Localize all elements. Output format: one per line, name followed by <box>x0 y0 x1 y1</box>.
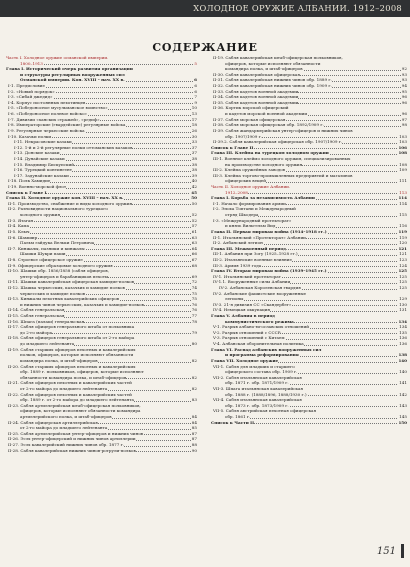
toc-entry-title: III-2. Клейма оружейных заводов <box>213 167 286 173</box>
toc-entry-title: и программа реформирования <box>211 352 299 357</box>
toc-entry-title: артиллерийского полка, и штаб-офицеров <box>6 414 112 419</box>
toc-entry-page: 80 <box>191 341 197 347</box>
toc-entry-title: I-19. Военно-морской флот <box>8 184 67 190</box>
toc-entry-title: I-7. Дивизии «ханских стражей», «редиф» <box>8 116 100 122</box>
toc-entry-page: 9 <box>194 99 197 105</box>
toc-entry-title: II-11. Шашки кавалерийская офицерская хамидие-полков <box>8 279 135 285</box>
toc-entry-page: 125 <box>398 268 407 274</box>
toc-entry-title: II-32. Сабля кавалерийская нижних чинов обр. 1909 г. <box>213 83 332 89</box>
toc-right-column <box>211 55 407 425</box>
toc-entry-page: 120 <box>399 240 407 246</box>
toc-entry-title: I-6. «Победоносное полевое войско» <box>8 111 88 117</box>
toc-entry-page: 84 <box>191 419 197 425</box>
toc-entry-page: 37 <box>191 144 197 150</box>
toc-entry-page: 97 <box>401 116 407 122</box>
toc-entry-title: II-35. Сабля кадетов военной академии <box>213 99 299 105</box>
toc-entry-title: I-9. Регулярные черкесские войска <box>8 127 85 133</box>
toc-entry-title: II-16. Шпага (палаш) генеральская <box>8 318 85 324</box>
toc-entry-page: 6 <box>194 83 197 89</box>
toc-entry-page: 145 <box>399 414 407 419</box>
toc-entry-title: II-23. Сабля артиллерийская штаб-офицерская полковников, <box>8 402 141 408</box>
toc-entry-title: Глава VI. Распад албанских вооруженных сил <box>211 346 322 352</box>
toc-entry-page: 108 <box>399 161 407 167</box>
toc-entry-title: I-11. Некрасовские казаки <box>6 139 72 144</box>
toc-entry-title: III-3. Клейма торгово-промышленных предприятий и магазинов <box>213 172 353 178</box>
toc-entry-title: холодного оружия <box>6 212 60 217</box>
toc-entry-title: II-38. Сабля морская офицерская обр. 1892/1909 г. <box>213 122 324 128</box>
toc-entry-page: 82 <box>191 374 197 380</box>
toc-entry-page: 50 <box>191 195 197 201</box>
toc-entry-page: 95 <box>401 88 407 94</box>
toc-entry-page: 96 <box>401 99 407 105</box>
toc-entry-title: обязанности командира полка, и штаб-офицеров <box>6 375 126 380</box>
toc-entry-page: 76 <box>191 307 197 313</box>
toc-entry-title: II-22. Сабля офицеров пехотных и кавалерийских частей <box>8 391 132 397</box>
toc-entry-title: командира полка, и штаб-офицеров <box>6 358 98 363</box>
toc-entry-page: 92 <box>401 66 407 72</box>
toc-entry-title: Часть II. Холодное оружие Албании. <box>211 184 291 190</box>
toc-entry-page: 140 <box>399 369 407 375</box>
toc-entry-title: VII-5. Сабля австрийская пехотная офицерская <box>213 408 317 414</box>
toc-entry-title: II-34. Сабля кадетов военной академии <box>213 94 299 100</box>
toc-entry-page: 90 <box>191 447 197 453</box>
toc-entry-title: IV-1. Итальянский протекторат <box>213 273 281 279</box>
toc-entry-title: на производстве холодного оружия <box>211 162 302 167</box>
toc-entry-page: 40 <box>191 178 197 184</box>
toc-entry-title: I-17. Задунайские казаки <box>6 173 69 178</box>
toc-entry-title: II-28. Сабля кавалерийская нижних чинов-ротрули-полков <box>8 447 136 453</box>
toc-entry-title: II-39.2. Сабля кавалерийская офицерская обр. 1907/1909 г. <box>213 139 343 145</box>
toc-entry-title: Список к Главе II <box>211 144 254 150</box>
toc-entry-title: I-13. Донские казаки <box>6 150 60 155</box>
toc-entry-page: 125 <box>399 273 407 279</box>
toc-entry-page: 136 <box>399 341 407 347</box>
toc-entry-page: 6 <box>194 77 197 83</box>
toc-entry-page: 30 <box>191 133 197 139</box>
toc-entry-page: 68 <box>191 262 197 268</box>
toc-entry <box>6 448 197 454</box>
toc-entry-page: 78 <box>191 318 197 324</box>
toc-entry-page: 84 <box>191 414 197 419</box>
toc-entry-title: IV-4. Немецкая оккупация <box>213 307 271 313</box>
toc-entry-page: 93 <box>401 77 407 83</box>
toc-entry-title: Глава III. Клейма на турецком холодном оружии <box>211 150 329 156</box>
page-edge-bar <box>401 544 404 558</box>
toc-entry-title: I-16. Турецкий контингент <box>6 167 72 172</box>
toc-entry-title: и нижних чинов черкесских, казачьих и хамидие-полков <box>6 302 144 307</box>
toc-entry-title: I-12. 1-й и 2-й регулярные полки оттоманских казаков <box>6 145 132 150</box>
toc-entry-page: 136 <box>399 335 407 341</box>
toc-entry-title: I-3. «Международный протекторат» <box>213 217 292 223</box>
toc-entry-title: обр. 1888 г. (1888/1896, 1888/1930 г.) <box>211 392 307 397</box>
toc-entry-title: Глава II. Первая мировая война (1914–1918 гг.) <box>211 228 327 234</box>
toc-entry-title: Османской империи. Кон. XVIII – нач. XX в. <box>6 77 125 82</box>
toc-entry-page: 61 <box>191 228 197 234</box>
toc-entry-page: 141 <box>399 380 407 386</box>
toc-entry-title: I-2. Эпоха Топтани и Международный <box>213 206 296 212</box>
toc-entry-page: 94 <box>401 83 407 89</box>
toc-entry-page: 106 <box>398 144 407 150</box>
toc-entry-title: I-4. Корпус постоянных пехотинцев <box>8 99 86 105</box>
toc-entry-title: и князь Вильгельм Вид <box>211 223 275 228</box>
toc-entry-title: коммунистического режима <box>211 319 294 324</box>
toc-entry-page: 69 <box>191 273 197 279</box>
toc-entry-title: IV-1.1. Вооруженные силы Албании <box>213 279 291 285</box>
toc-entry-title: 1912–2008 <box>211 190 248 195</box>
toc-entry-page: 63 <box>191 234 197 240</box>
toc-entry-page: 135 <box>399 329 407 335</box>
toc-entry-page: 87 <box>191 430 197 436</box>
toc-entry-page: 6 <box>194 88 197 94</box>
toc-entry-title: V-2. Разрыв отношений с СССР <box>213 329 281 335</box>
toc-entry-title: до 2-го майора <box>6 330 52 335</box>
toc-entry-page: 13 <box>191 111 197 117</box>
toc-entry-title: IV-3. 21-я дивизия СС «Скандербег» <box>213 301 292 307</box>
toc-entry-page: 119 <box>399 234 407 240</box>
toc-entry-page: 140 <box>398 357 407 363</box>
toc-entry-title: II-14. Сабля генеральская <box>8 307 65 313</box>
toc-entry-title: II-31. Сабля кавалерийская нижних чинов обр. 1889 г. <box>213 77 332 83</box>
page-number: 151 <box>376 546 396 557</box>
toc-entry-title: II-39. Сабля жандармерийская унтер-офицеров и нижних чинов <box>213 127 353 133</box>
toc-entry-title: II-15. Сабля генеральская <box>8 313 65 319</box>
toc-entry-title: Глава I. Борьба за независимость Албании <box>211 195 315 201</box>
toc-entry-title: I-18. Полк Хамидие <box>8 178 51 184</box>
toc-entry-page: 82 <box>191 357 197 363</box>
toc-entry-title: Глава V. Албания в период <box>211 313 275 319</box>
toc-entry-title: обр. 1907/1909 г. <box>211 134 262 139</box>
toc-entry-title: III-1. Албания при Зогу (1925–1928 гг.) <box>213 251 298 257</box>
toc-entry-title: Глава I. Исторический очерк развития организации <box>6 66 133 72</box>
toc-entry-page: 103 <box>399 133 407 139</box>
toc-entry-page: 115 <box>399 212 407 218</box>
toc-entry-title: офицеров, которые исполняют обязанности <box>211 61 320 66</box>
toc-entry-page: 52 <box>191 217 197 223</box>
toc-entry-title: Глава IV. Вторая мировая война (1939–1945 гг.) <box>211 268 327 274</box>
toc-entry-title: VII-3. Шпага итальянская кавалерийская <box>213 385 303 391</box>
toc-entry-page: 116 <box>399 223 407 229</box>
toc-entry-title: II-10. Шашки обр. 1856/1858 (сабля офицеров, <box>8 268 110 274</box>
toc-entry-title: обр. 1889 г. полковников, офицеров, которые исполняют <box>6 369 144 374</box>
toc-entry-title: обр. 1873 г. обр. 1873/1909 г. <box>211 403 289 408</box>
toc-entry-page: 123 <box>399 256 407 262</box>
toc-entry-title: Шашки Шукри паши <box>6 251 66 256</box>
toc-entry-title: II-1. Производство, снабжение и виды холодного оружия <box>8 200 133 206</box>
toc-entry-page: 18 <box>191 122 197 128</box>
toc-entry-title: и структуры регулярных вооруженных сил <box>6 72 125 77</box>
toc-entry-title: II-5. Клыч <box>8 228 30 234</box>
toc-entry-title: I-1. Начало формирования армии <box>213 200 286 206</box>
toc-entry-page: 121 <box>398 245 407 251</box>
toc-entry-page: 63 <box>191 240 197 246</box>
toc-entry-title: Список к Части II <box>211 419 254 425</box>
toc-entry-page: 96 <box>401 111 407 117</box>
toc-entry-title: офицерских вещей <box>211 178 266 183</box>
toc-entry-title: II-2. Албанский легион <box>213 240 263 246</box>
toc-entry-title: I-8. Императорские (гвардейские) регулярные войска <box>8 122 126 128</box>
toc-entry-title: II-9. Офицерские образцовые холодного оружия <box>8 262 113 268</box>
toc-entry-title: II-24. Сабля офицерская артиллерийская <box>8 419 98 425</box>
toc-entry-page: 142 <box>399 391 407 397</box>
toc-entry-title: IV-2. Албанские фашистские вооруженные <box>213 290 307 296</box>
toc-entry-page: 79 <box>191 329 197 335</box>
toc-entry-title: обр. 1889 г. от 2-го майора до младшего лейтенанта <box>6 397 134 402</box>
toc-entry-page: 45 <box>191 189 197 195</box>
toc-entry-title: V-4. Албанская оборонительная политика <box>213 341 304 347</box>
toc-entry-page: 5 <box>194 60 197 66</box>
toc-entry-page: 129 <box>399 296 407 302</box>
toc-entry-title: I-5. «Победоносное мусульманское воинство» <box>8 105 108 111</box>
toc-entry-title: II-19. Сабля кавалерийская штаб-офицерская полковников, <box>213 55 343 60</box>
toc-entry-title: V-1. Разрыв албано-югославских отношений <box>213 324 309 330</box>
toc-entry-title: VII-4. Сабля итальянская кавалерийская <box>213 397 302 403</box>
toc-entry <box>211 420 407 426</box>
toc-entry-title: III-1. Военное клеймо холодного оружия, специализированных <box>213 155 351 161</box>
toc-entry-title: 1800–1913 <box>6 61 43 66</box>
toc-entry-page: 113 <box>399 189 407 195</box>
toc-entry-title: черкесских и хамидие полков <box>6 291 85 296</box>
toc-entry-title: от 2-го майора до младшего лейтенанта <box>6 425 107 430</box>
toc-left-column <box>6 55 197 453</box>
toc-entry-page: 38 <box>191 161 197 167</box>
toc-entry-title: I-15. Владимир Бискупский <box>6 162 74 167</box>
toc-entry-title: II-2. Разновидности национального турецкого <box>8 206 108 212</box>
toc-entry-page: 87 <box>191 436 197 442</box>
toc-entry-page: 88 <box>191 442 197 448</box>
toc-entry-title: II-1. Итальянский «Протекторат» Албании <box>213 234 306 240</box>
toc-entry-page: 72 <box>191 279 197 285</box>
toc-entry-title: VII-2. Сабля итальянская кавалерийская <box>213 374 302 380</box>
toc-entry-page: 64 <box>191 245 197 251</box>
toc-entry-page: 75 <box>191 296 197 302</box>
toc-entry-page: 38 <box>191 155 197 161</box>
toc-entry-title: II-27. Эсэх кавалерийский нижних чинов обр. 1877 г. <box>8 442 125 448</box>
toc-entry-title: II-7. Кинжалы, пазники и кинжалы <box>8 245 85 251</box>
toc-entry-page: 130 <box>399 301 407 307</box>
toc-entry-page: 7 <box>194 94 197 100</box>
toc-entry-title: II-30. Сабля кавалерийская офицерская <box>213 71 300 77</box>
toc-entry-title: II-3. Ятаган <box>8 217 34 223</box>
toc-entry-page: 150 <box>398 419 407 425</box>
toc-entry-page: 17 <box>191 116 197 122</box>
toc-entry-title: до младшего лейтенанта <box>6 341 74 346</box>
toc-entry-page: 83 <box>191 397 197 403</box>
running-header <box>0 0 410 17</box>
toc-entry-page: 125 <box>399 284 407 290</box>
toc-entry-title: II-12. Шашка черкесских, казачьих и хамидие полков <box>8 284 125 290</box>
toc-entry-title: III-2. Итальянские военные влияние <box>213 256 292 262</box>
toc-entry-page: 114 <box>399 200 407 206</box>
toc-entry-page: 138 <box>398 352 407 358</box>
toc-entry-page: 10 <box>191 105 197 111</box>
toc-entry-title: Глава VII. Холодное оружие <box>211 357 279 363</box>
toc-entry-title: Список к Главе I <box>6 189 47 195</box>
toc-entry-page: 39 <box>191 172 197 178</box>
toc-entry-title: I-1. Предисловие <box>8 83 45 89</box>
toc-entry-title: обр. 1871 г. обр. 1871/1909 г. <box>211 380 289 385</box>
toc-entry-title: легионы <box>211 296 243 301</box>
toc-entry-title: II-36. Кортик морской офицерский <box>213 105 289 111</box>
toc-entry-page: 82 <box>191 385 197 391</box>
toc-entry-page: 74 <box>191 284 197 290</box>
toc-entry-title: офицерского состава обр. 1909 г. <box>211 369 297 374</box>
toc-entry-title: командира полка, и штаб-офицеров <box>211 66 303 71</box>
toc-entry-title: II-19. Сабля старших офицеров пехотных и кавалерийских <box>8 346 136 352</box>
toc-entry-title: отряд Шкодера <box>211 212 258 217</box>
toc-entry-title: II-33. Сабля кадетов военной академии <box>213 88 299 94</box>
toc-entry-title: офицеров, которые исполняют обязанности командира <box>6 408 140 413</box>
toc-entry-title: II-21. Сабля офицеров пехотных и кавалерийских частей <box>8 380 132 386</box>
toc-entry-page: 93 <box>401 71 407 77</box>
toc-entry-page: 33 <box>191 139 197 145</box>
toc-entry-title: и кадетов морской военной академии <box>211 111 307 116</box>
toc-entry-page: 26 <box>191 127 197 133</box>
toc-entry-page: 134 <box>399 324 407 330</box>
toc-entry-title: II-8. Строевое офицерское оружие <box>8 256 83 262</box>
toc-entry-title: обр. 1861 г. <box>211 414 250 419</box>
toc-entry-page: 38 <box>191 167 197 173</box>
toc-entry-title: II-17. Сабля офицеров генерального штаба от полковника <box>8 324 135 330</box>
toc-entry-page: 121 <box>399 251 407 257</box>
toc-entry-title: II-25. Сабля артиллерийская унтер-офицеров и нижних чинов <box>8 430 144 436</box>
running-header-title: ХОЛОДНОЕ ОРУЖИЕ АЛБАНИИ. 1912–2008 <box>193 3 402 13</box>
toc-entry-page: 103 <box>399 139 407 145</box>
toc-entry-title: II-13. Кинжалы пехотных кавалерийских офицеров <box>8 296 120 302</box>
toc-entry-title: II-4. Кама <box>8 223 30 229</box>
toc-entry-title: V-3. Разрыв отношений с Китаем <box>213 335 285 341</box>
toc-entry-title: VII-1. Сабля для младших и старшего <box>213 363 295 369</box>
toc-entry-page: 125 <box>399 279 407 285</box>
toc-entry-page: 57 <box>191 223 197 229</box>
toc-entry-page: 85 <box>191 425 197 431</box>
toc-entry-title: Пальм гайдука Вельки Петровича <box>6 240 94 245</box>
toc-entry-page: 50 <box>191 200 197 206</box>
toc-entry-page: 66 <box>191 251 197 257</box>
toc-entry-title: II-18. Сабля офицеров генерального штаба от 2-го майора <box>8 335 135 341</box>
toc-entry-page: 76 <box>191 301 197 307</box>
toc-entry-page: 77 <box>191 313 197 319</box>
toc-entry-title: I-10. Казачьи полки <box>8 133 52 139</box>
toc-entry-title: полков, офицеров, которые исполняют обязанности <box>6 352 133 357</box>
toc-entry-title: I-3. «Сибай джедид» <box>8 94 53 100</box>
toc-entry-title: II-26. Эсэх унтер-офицерский и нижних чинов артиллерии <box>8 436 136 442</box>
toc-entry-title: унтер-офицеров и барабанщиков пехоты <box>6 274 108 279</box>
toc-entry-page: 111 <box>399 178 407 184</box>
toc-entry-page: 143 <box>399 402 407 408</box>
toc-entry-page: 119 <box>398 228 407 234</box>
toc-entry-title: от 2-го майора до младшего лейтенанта <box>6 386 107 391</box>
page-title: СОДЕРЖАНИЕ <box>152 41 258 54</box>
toc-entry-title: IV-2. Албанская Королевская гвардия <box>211 285 301 290</box>
toc-entry-title: I-14. Дунайские казаки <box>6 156 65 161</box>
toc-entry-page: 67 <box>191 256 197 262</box>
toc-entry-page: 75 <box>191 290 197 296</box>
toc-entry-page: 42 <box>191 184 197 190</box>
toc-entry-page: 37 <box>191 150 197 156</box>
toc-entry-page: 108 <box>398 150 407 156</box>
toc-entry-page: 96 <box>401 94 407 100</box>
toc-entry-title: II-20. Сабля старших офицеров пехотных и кавалерийских <box>8 363 136 369</box>
toc-entry-page: 131 <box>399 307 407 313</box>
toc-entry-page: 134 <box>398 318 407 324</box>
toc-entry-page: 98 <box>401 122 407 128</box>
toc-entry-page: 124 <box>399 262 407 268</box>
toc-entry-page: 109 <box>399 167 407 173</box>
toc-entry-title: II-37. Сабля морская офицерская <box>213 116 286 122</box>
toc-entry-title: III-3. Армия 1939 года <box>213 262 262 268</box>
toc-entry-title: Глава II. Холодное оружие кон. XVIII – нач. XX в. <box>6 195 124 201</box>
toc-entry-page: 52 <box>191 212 197 218</box>
toc-entry-title: II-6. Шамшир <box>8 234 38 240</box>
toc-entry-title: I-2. «Новый порядок» <box>8 88 55 94</box>
toc-entry-page: 114 <box>398 195 407 201</box>
toc-entry-title: Часть I. Холодное оружие османской империи. <box>6 55 109 60</box>
toc-entry-title: Глава III. Межвоенный период. <box>211 245 288 251</box>
